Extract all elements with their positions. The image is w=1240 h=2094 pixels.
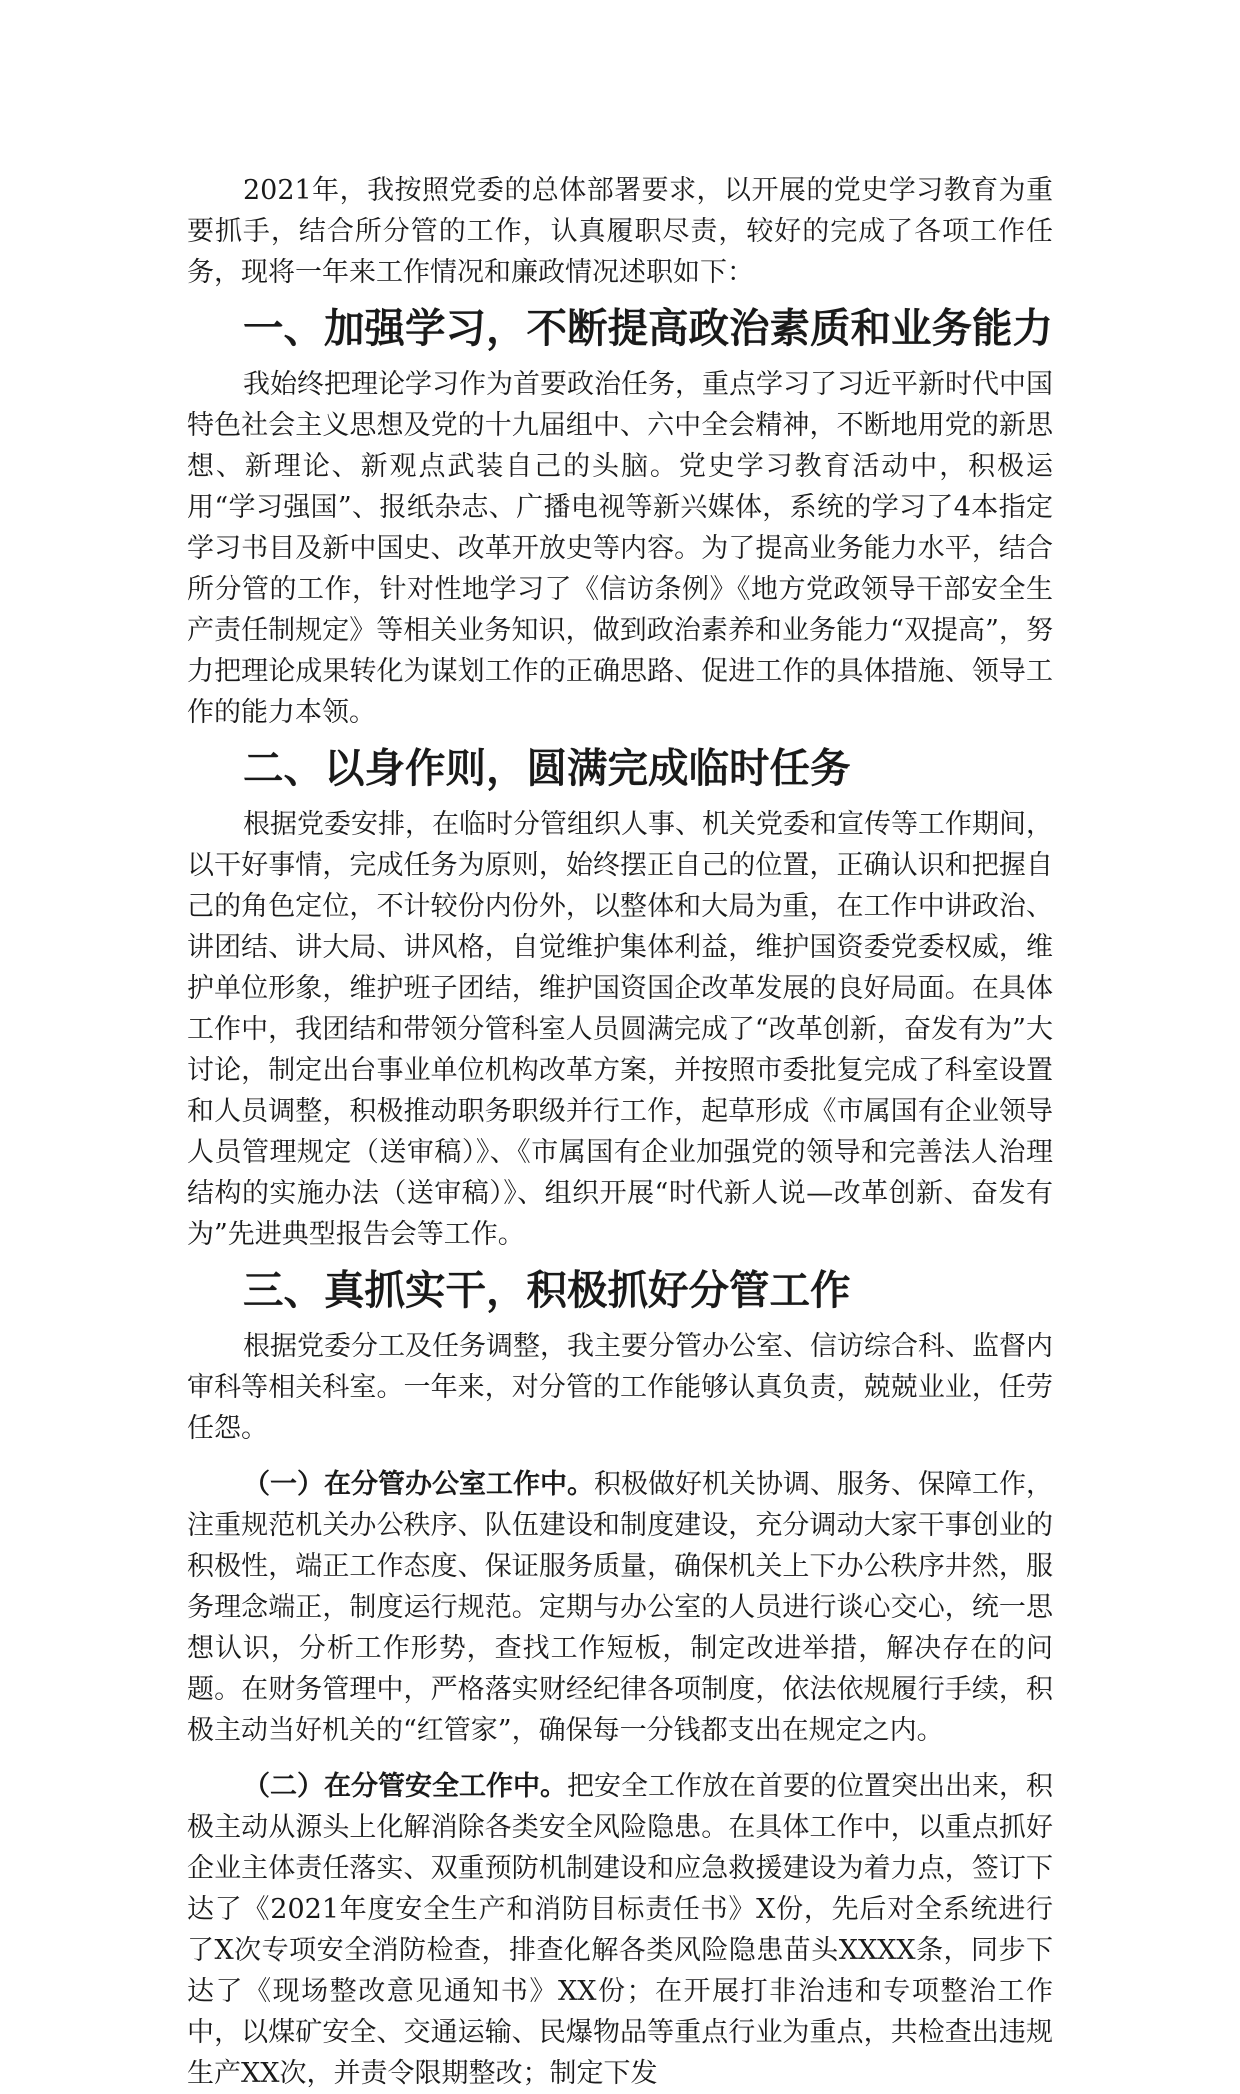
section-1-heading: 一、加强学习，不断提高政治素质和业务能力 xyxy=(243,304,1053,352)
section-1-paragraph: 我始终把理论学习作为首要政治任务，重点学习了习近平新时代中国特色社会主义思想及党的十九届组中、六中全会精神，不断地用党的新思想、新理论、新观点武装自己的头脑。党史学习教育活动中，积极运用“学习强国”、报纸杂志、广播电视等新兴媒体，系统的学习了4本指定学习书目及新中国史、改革开放史等内容。为了提高业务能力水平，结合所分管的工作，针对性地学习了《信访条例》《地方党政领导干部安全生产责任制规定》等相关业务知识，做到政治素养和业务能力“双提高”，努力把理论成果转化为谋划工作的正确思路、促进工作的具体措施、领导工作的能力本领。 xyxy=(187,369,1053,728)
section-3-heading: 三、真抓实干，积极抓好分管工作 xyxy=(243,1266,851,1314)
subitem-office-work xyxy=(187,1464,1053,1751)
subitem-office-text: 积极做好机关协调、服务、保障工作，注重规范机关办公秩序、队伍建设和制度建设，充分调动大家干事创业的积极性，端正工作态度、保证服务质量，确保机关上下办公秩序井然，服务理念端正，制度运行规范。定期与办公室的人员进行谈心交心，统一思想认识，分析工作形势，查找工作短板，制定改进举措，解决存在的问题。在财务管理中，严格落实财经纪律各项制度，依法依规履行手续，积极主动当好机关的“红管家”，确保每一分钱都支出在规定之内。 xyxy=(187,1469,1053,1746)
section-2-heading: 二、以身作则，圆满完成临时任务 xyxy=(243,744,851,792)
subitem-office-lead: （一）在分管办公室工作中。 xyxy=(243,1469,594,1500)
subitem-safety-text: 把安全工作放在首要的位置突出出来，积极主动从源头上化解消除各类安全风险隐患。在具体工作中，以重点抓好企业主体责任落实、双重预防机制建设和应急救援建设为着力点，签订下达了《2021年度安全生产和消防目标责任书》X份，先后对全系统进行了X次专项安全消防检查，排查化解各类风险隐患苗头XXXX条，同步下达了《现场整改意见通知书》XX份；在开展打非治违和专项整治工作中，以煤矿安全、交通运输、民爆物品等重点行业为重点，共检查出违规生产XX次，并责令限期整改；制定下发 xyxy=(187,1771,1053,2089)
section-3-intro-paragraph: 根据党委分工及任务调整，我主要分管办公室、信访综合科、监督内审科等相关科室。一年来，对分管的工作能够认真负责，兢兢业业，任劳任怨。 xyxy=(187,1331,1053,1444)
subitem-safety-lead: （二）在分管安全工作中。 xyxy=(243,1771,567,1802)
subitem-safety-work xyxy=(187,1766,1053,2094)
intro-paragraph: 2021年，我按照党委的总体部署要求，以开展的党史学习教育为重要抓手，结合所分管的工作，认真履职尽责，较好的完成了各项工作任务，现将一年来工作情况和廉政情况述职如下： xyxy=(187,175,1053,288)
section-2-paragraph: 根据党委安排，在临时分管组织人事、机关党委和宣传等工作期间，以干好事情，完成任务为原则，始终摆正自己的位置，正确认识和把握自己的角色定位，不计较份内份外，以整体和大局为重，在工作中讲政治、讲团结、讲大局、讲风格，自觉维护集体利益，维护国资委党委权威，维护单位形象，维护班子团结，维护国资国企改革发展的良好局面。在具体工作中，我团结和带领分管科室人员圆满完成了“改革创新，奋发有为”大讨论，制定出台事业单位机构改革方案，并按照市委批复完成了科室设置和人员调整，积极推动职务职级并行工作，起草形成《市属国有企业领导人员管理规定（送审稿）》、《市属国有企业加强党的领导和完善法人治理结构的实施办法（送审稿）》、组织开展“时代新人说—改革创新、奋发有为”先进典型报告会等工作。 xyxy=(187,809,1053,1250)
